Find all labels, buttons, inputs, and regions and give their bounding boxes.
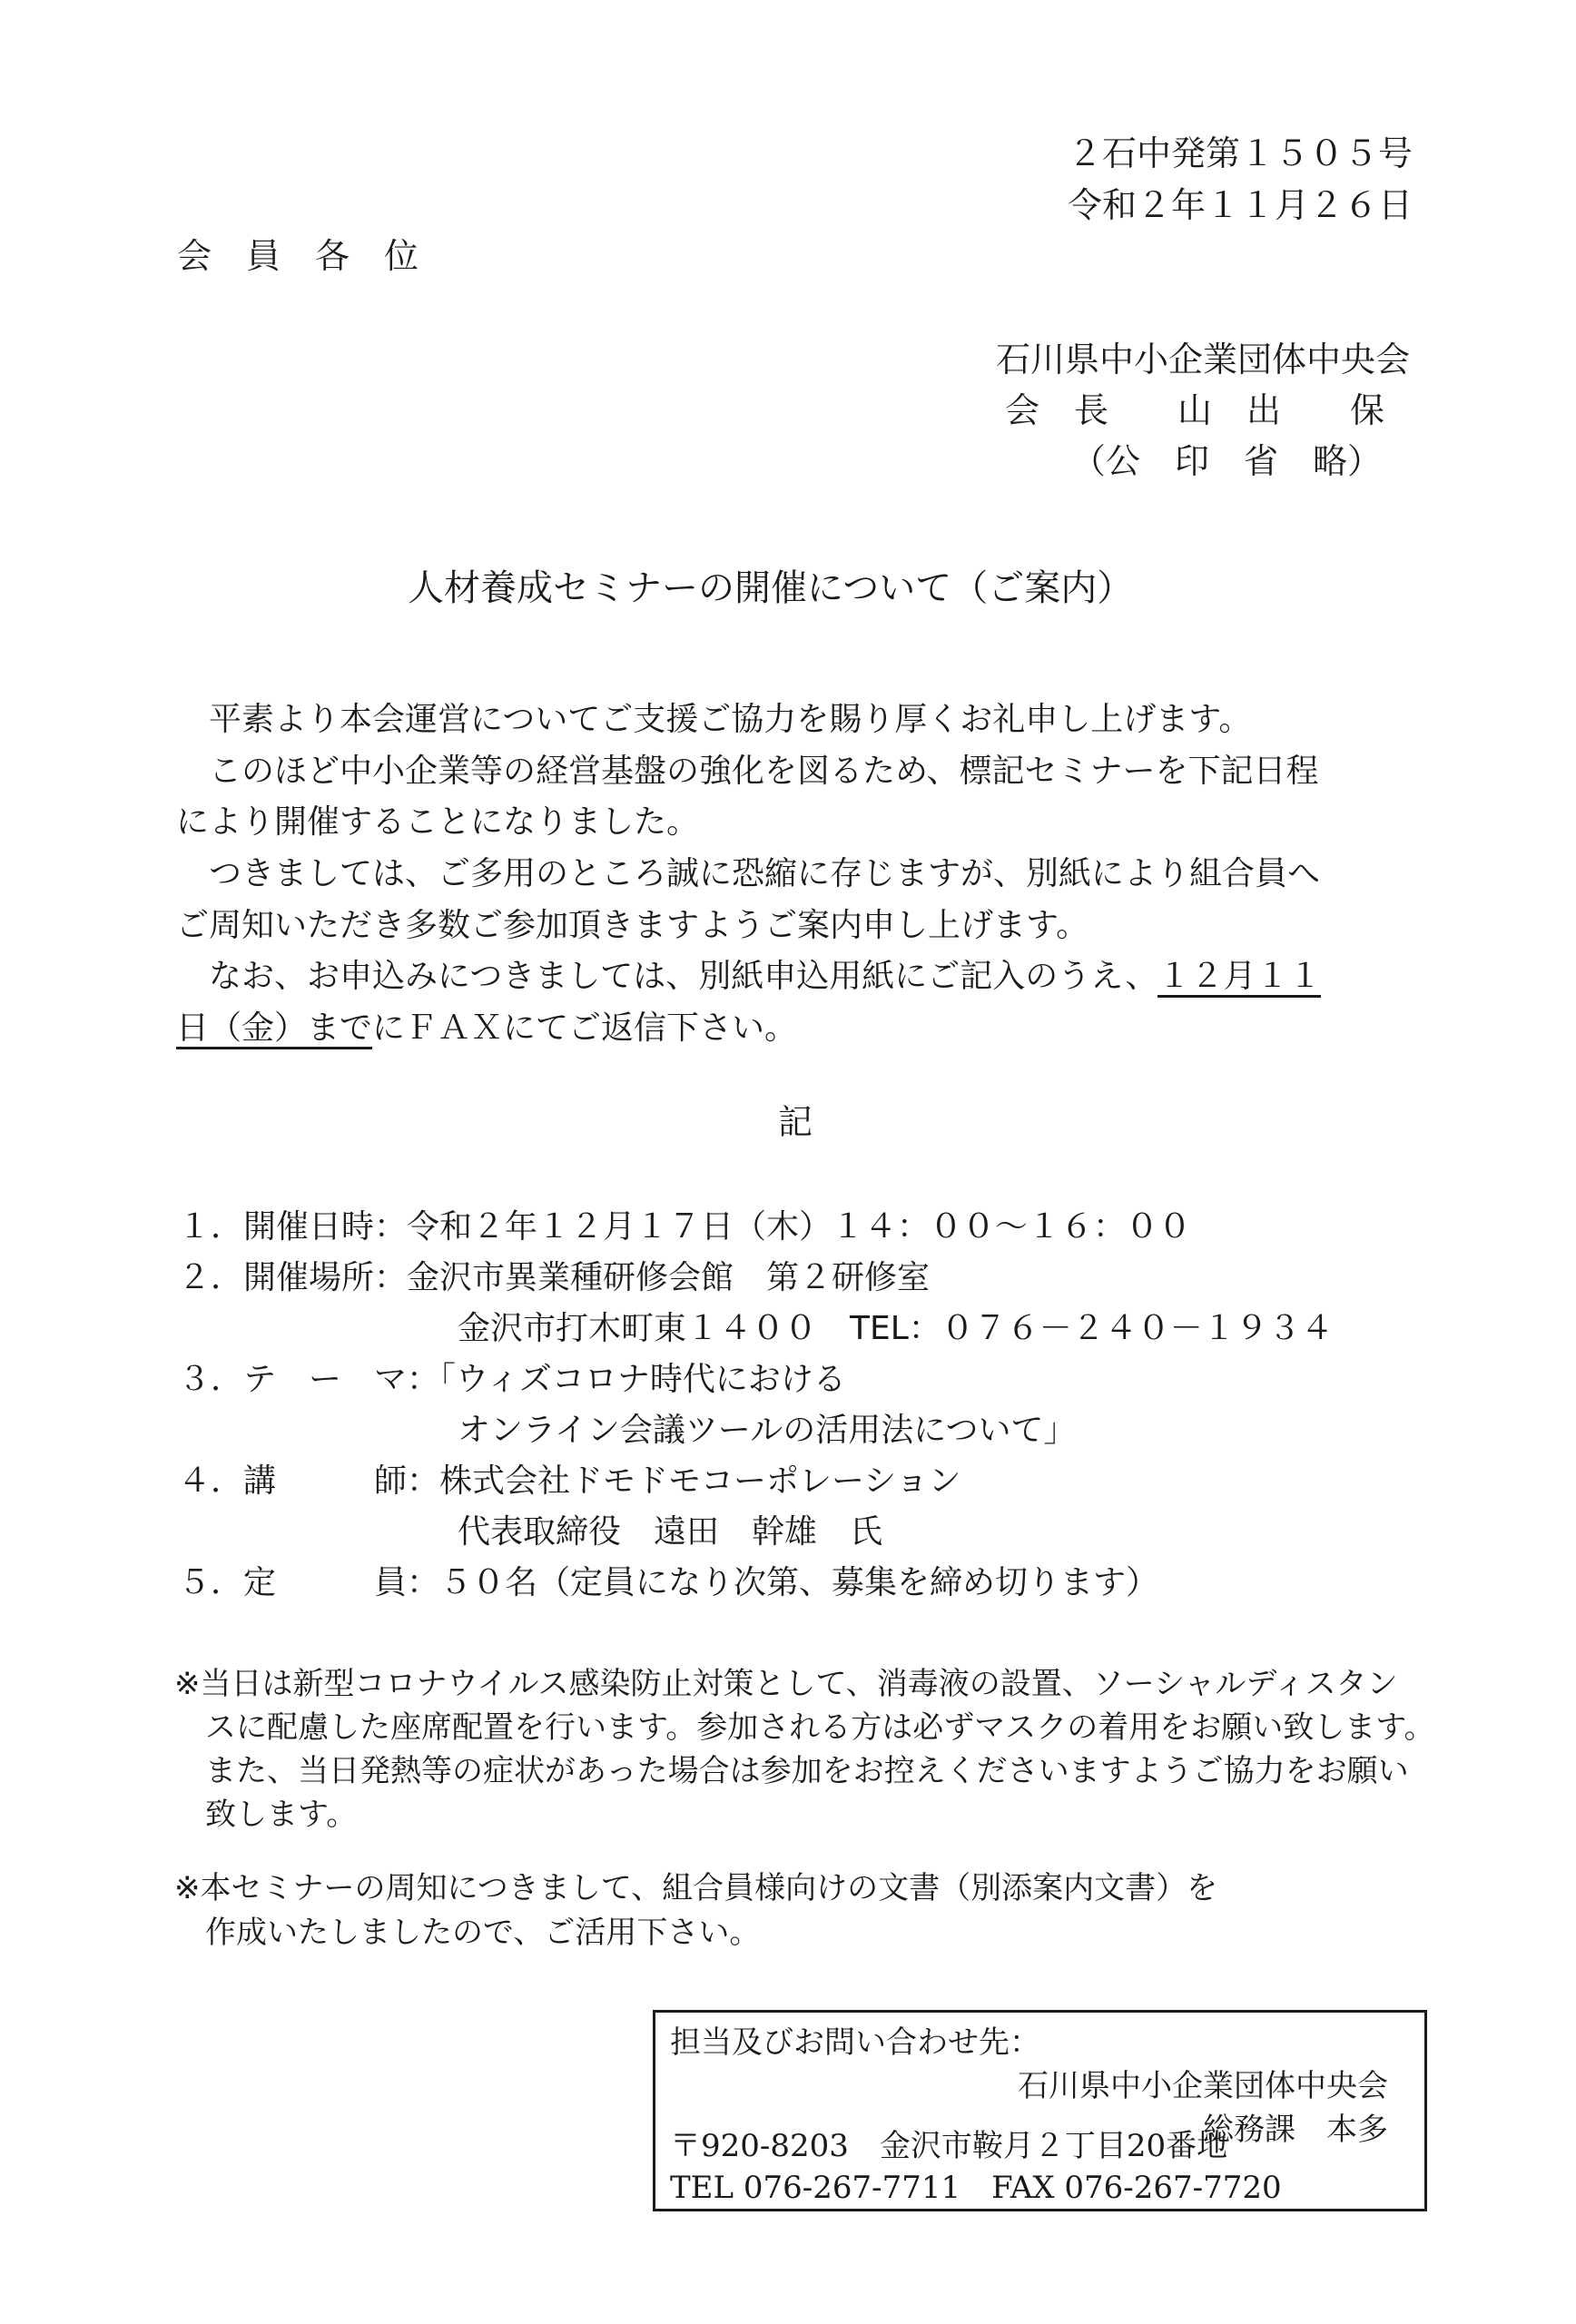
contact-heading: 担当及びお問い合わせ先： — [670, 2024, 1040, 2061]
contact-tel-fax: TEL 076-267-7711 FAX 076-267-7720 — [670, 2170, 1282, 2206]
item-venue-address: 金沢市打木町東１４００ TEL：０７６－２４０－１９３４ — [458, 1310, 1334, 1347]
deadline-date-underlined: １２月１１ — [1157, 958, 1321, 998]
note-1-line-4: 致します。 — [174, 1797, 358, 1833]
sender-title-name: 会 長 山 出 保 — [1005, 390, 1385, 430]
note-2-line-1: ※本セミナーの周知につきまして、組合員様向けの文書（別添案内文書）を — [174, 1870, 1218, 1906]
note-1-line-1: ※当日は新型コロナウイルス感染防止対策として、消毒液の設置、ソーシャルディスタン — [174, 1666, 1398, 1702]
body-line-7 — [176, 1009, 798, 1047]
deadline-weekday-underlined: 日（金）まで — [176, 1009, 372, 1049]
body-line-2: このほど中小企業等の経営基盤の強化を図るため、標記セミナーを下記日程 — [176, 753, 1319, 790]
seal-omitted-note: （公 印 省 略） — [1071, 441, 1383, 481]
body-line-3: により開催することになりました。 — [176, 803, 700, 841]
body-line-7-text: にＦＡＸにてご返信下さい。 — [372, 1009, 798, 1047]
item-theme-continued: オンライン会議ツールの活用法について」 — [458, 1412, 1077, 1449]
note-1-line-3: また、当日発熱等の症状があった場合は参加をお控えくださいますようご協力をお願い — [174, 1753, 1409, 1789]
body-line-4: つきましては、ご多用のところ誠に恐縮に存じますが、別紙により組合員へ — [176, 855, 1321, 892]
item-capacity: ５．定 員：５０名（定員になり次第、募集を締め切ります） — [178, 1564, 1159, 1601]
document-number: ２石中発第１５０５号 — [1067, 133, 1413, 173]
contact-department: 総務課 本多 — [1203, 2112, 1388, 2148]
body-line-5: ご周知いただき多数ご参加頂きますようご案内申し上げます。 — [176, 907, 1089, 944]
item-theme: ３．テ ー マ：「ウィズコロナ時代における — [178, 1361, 846, 1398]
item-venue: ２．開催場所：金沢市異業種研修会館 第２研修室 — [178, 1259, 931, 1296]
document-title: 人材養成セミナーの開催について（ご案内） — [408, 567, 1134, 609]
ki-heading: 記 — [778, 1102, 813, 1142]
item-lecturer-name: 代表取締役 遠田 幹雄 氏 — [458, 1513, 883, 1551]
contact-address: 〒920-8203 金沢市鞍月２丁目20番地 — [670, 2128, 1228, 2164]
item-datetime: １．開催日時：令和２年１２月１７日（木）１４：００～１６：００ — [178, 1208, 1192, 1246]
contact-box — [653, 2010, 1427, 2211]
body-line-1: 平素より本会運営についてご支援ご協力を賜り厚くお礼申し上げます。 — [176, 701, 1252, 738]
note-1-line-2: スに配慮した座席配置を行います。参加される方は必ずマスクの着用をお願い致します。 — [174, 1709, 1435, 1746]
note-2-line-2: 作成いたしましたので、ご活用下さい。 — [174, 1915, 761, 1951]
recipient: 会 員 各 位 — [177, 236, 419, 276]
body-line-6-text: なお、お申込みにつきましては、別紙申込用紙にご記入のうえ、 — [176, 958, 1158, 995]
body-line-6 — [176, 960, 1321, 993]
contact-organization: 石川県中小企業団体中央会 — [1018, 2068, 1388, 2104]
sender-organization: 石川県中小企業団体中央会 — [996, 340, 1411, 379]
item-lecturer: ４．講 師：株式会社ドモドモコーポレーション — [178, 1462, 961, 1500]
document-date: 令和２年１１月２６日 — [1067, 185, 1413, 225]
